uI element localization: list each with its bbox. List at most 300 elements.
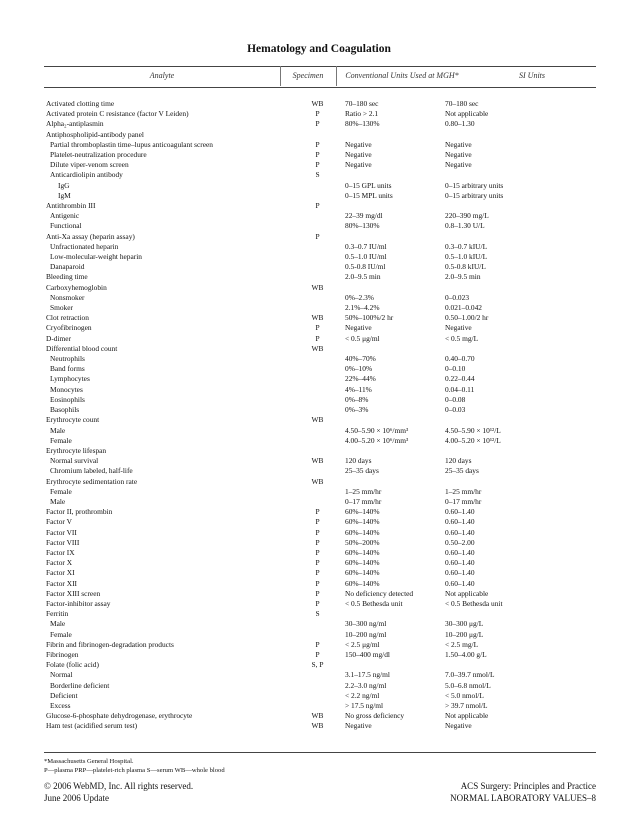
conventional-units-cell: 0–15 MPL units	[345, 190, 393, 200]
analyte-cell: Alpha₂-antiplasmin	[46, 119, 104, 129]
book-title: ACS Surgery: Principles and Practice	[460, 781, 596, 791]
table-row	[46, 160, 605, 170]
table-row	[46, 99, 605, 109]
table-row	[46, 395, 605, 405]
table-row	[46, 242, 605, 252]
specimen-cell: P	[315, 517, 320, 527]
specimen-cell	[290, 191, 345, 201]
analyte-cell: IgG	[58, 180, 70, 190]
analyte-cell: Platelet-neutralization procedure	[50, 150, 147, 160]
conventional-units-cell: 120 days	[345, 456, 372, 466]
conventional-units-cell: 0%–10%	[345, 364, 373, 374]
conventional-units-cell	[345, 660, 445, 670]
specimen-cell: P	[315, 231, 320, 241]
analyte-cell: Factor XIII screen	[46, 588, 101, 598]
si-units-cell: 0.60–1.40	[445, 558, 475, 568]
conventional-units-cell: Negative	[345, 150, 372, 160]
table-row	[46, 374, 605, 384]
si-units-cell: 0.021–0.042	[445, 303, 482, 313]
si-units-cell: 0–15 arbitrary units	[445, 180, 504, 190]
si-units-cell: 2.0–9.5 min	[445, 272, 481, 282]
conventional-units-cell: 0%–3%	[345, 405, 369, 415]
conventional-units-cell: No gross deficiency	[345, 711, 405, 721]
conventional-units-cell	[345, 609, 445, 619]
conventional-units-cell: 0–15 GPL units	[345, 180, 392, 190]
si-units-cell: 1.50–4.00 g/L	[445, 649, 487, 659]
conventional-units-cell: 60%–140%	[345, 527, 380, 537]
si-units-cell: 0.50–2.00	[445, 537, 475, 547]
si-units-cell: < 2.5 mg/L	[445, 639, 479, 649]
specimen-cell	[290, 385, 345, 395]
analyte-cell: Anticardiolipin antibody	[50, 170, 123, 180]
specimen-cell	[290, 701, 345, 711]
si-units-cell: 0.40–0.70	[445, 354, 475, 364]
conventional-units-cell: 2.0–9.5 min	[345, 272, 381, 282]
conventional-units-cell: Negative	[345, 139, 372, 149]
table-row	[46, 650, 605, 660]
table-row	[46, 140, 605, 150]
table-row	[46, 466, 605, 476]
si-units-cell	[445, 283, 605, 293]
analyte-cell: Erythrocyte sedimentation rate	[46, 476, 138, 486]
conventional-units-cell: 150–400 mg/dl	[345, 649, 390, 659]
analyte-cell: Antigenic	[50, 211, 80, 221]
conventional-units-cell: 70–180 sec	[345, 99, 379, 108]
analyte-cell: Female	[50, 486, 72, 496]
copyright: © 2006 WebMD, Inc. All rights reserved.	[44, 781, 194, 791]
analyte-cell: Factor X	[46, 558, 73, 568]
si-units-cell: 0.60–1.40	[445, 578, 475, 588]
conventional-units-cell	[345, 477, 445, 487]
table-row	[46, 364, 605, 374]
conventional-units-cell: 2.2–3.0 ng/ml	[345, 680, 387, 690]
conventional-units-cell: 0.3–0.7 IU/ml	[345, 241, 387, 251]
specimen-cell	[290, 681, 345, 691]
specimen-cell	[290, 691, 345, 701]
specimen-cell: WB	[311, 711, 324, 721]
analyte-cell: Chromium labeled, half-life	[50, 466, 133, 476]
conventional-units-cell: 50%–100%/2 hr	[345, 313, 394, 323]
table-row	[46, 528, 605, 538]
specimen-cell: P	[315, 547, 320, 557]
analyte-cell: Folate (folic acid)	[46, 660, 99, 670]
table-row	[46, 477, 605, 487]
footnote-rule	[44, 752, 596, 753]
si-units-cell	[445, 477, 605, 487]
conventional-units-cell: > 17.5 ng/ml	[345, 700, 384, 710]
si-units-cell: < 5.0 nmol/L	[445, 690, 484, 700]
conventional-units-cell	[345, 201, 445, 211]
specimen-cell: P	[315, 588, 320, 598]
conventional-units-cell: 0–17 mm/hr	[345, 496, 382, 506]
conventional-units-cell: 25–35 days	[345, 466, 379, 476]
table-row	[46, 487, 605, 497]
specimen-cell: P	[315, 649, 320, 659]
specimen-cell: WB	[311, 721, 324, 731]
analyte-cell: Activated protein C resistance (factor V Leiden)	[46, 109, 189, 119]
specimen-cell: P	[315, 568, 320, 578]
specimen-cell	[290, 262, 345, 272]
specimen-cell	[290, 181, 345, 191]
table-row	[46, 181, 605, 191]
si-units-cell: 0–17 mm/hr	[445, 496, 482, 506]
specimen-cell	[290, 630, 345, 640]
conventional-units-cell: < 2.2 ng/ml	[345, 690, 380, 700]
table-row	[46, 303, 605, 313]
specimen-cell	[290, 293, 345, 303]
analyte-cell: Glucose-6-phosphate dehydrogenase, erythrocyte	[46, 711, 193, 721]
analyte-cell: Ferritin	[46, 609, 69, 619]
specimen-cell: P	[315, 527, 320, 537]
specimen-cell	[290, 130, 345, 140]
analyte-cell: Danaparoid	[50, 262, 85, 272]
specimen-cell	[290, 395, 345, 405]
table-row	[46, 579, 605, 589]
si-units-cell	[445, 201, 605, 211]
table-row	[46, 262, 605, 272]
analyte-cell: Activated clotting time	[46, 99, 115, 108]
analyte-cell: Fibrin and fibrinogen-degradation products	[46, 639, 174, 649]
specimen-cell	[290, 446, 345, 456]
table-row	[46, 405, 605, 415]
table-row	[46, 272, 605, 282]
si-units-cell: 0.8–1.30 U/L	[445, 221, 485, 231]
analyte-cell: Monocytes	[50, 384, 83, 394]
specimen-cell: P	[315, 150, 320, 160]
specimen-cell: S, P	[311, 660, 324, 670]
specimen-cell: S	[315, 170, 320, 180]
si-units-cell: 0.60–1.40	[445, 527, 475, 537]
si-units-cell	[445, 170, 605, 180]
table-row	[46, 170, 605, 180]
table-row	[46, 691, 605, 701]
table-row	[46, 721, 605, 731]
si-units-cell: 0.04–0.11	[445, 384, 475, 394]
table-row	[46, 252, 605, 262]
specimen-cell: WB	[311, 415, 324, 425]
analyte-cell: Low-molecular-weight heparin	[50, 252, 142, 262]
analyte-cell: Erythrocyte count	[46, 415, 100, 425]
analyte-cell: Smoker	[50, 303, 73, 313]
table-row	[46, 517, 605, 527]
table-row	[46, 589, 605, 599]
si-units-cell: Not applicable	[445, 711, 489, 721]
specimen-cell	[290, 466, 345, 476]
conventional-units-cell: < 0.5 μg/ml	[345, 333, 380, 343]
analyte-cell: Male	[50, 425, 66, 435]
update-date: June 2006 Update	[44, 793, 109, 803]
si-units-cell	[445, 232, 605, 242]
specimen-cell: WB	[311, 313, 324, 323]
si-units-cell: 4.50–5.90 × 10¹²/L	[445, 425, 501, 435]
specimen-cell: P	[315, 323, 320, 333]
specimen-cell	[290, 221, 345, 231]
si-units-cell: 0.80–1.30	[445, 119, 475, 129]
si-units-cell: 0.60–1.40	[445, 507, 475, 517]
analyte-cell: Female	[50, 435, 72, 445]
specimen-cell: P	[315, 201, 320, 211]
analyte-cell: Normal survival	[50, 456, 99, 466]
conventional-units-cell	[345, 415, 445, 425]
conventional-units-cell: 0%–2.3%	[345, 292, 374, 302]
table-row	[46, 538, 605, 548]
analyte-cell: Normal	[50, 670, 73, 680]
header-conventional-units: Conventional Units Used at MGH*	[345, 71, 459, 80]
table-row	[46, 701, 605, 711]
si-units-cell	[445, 344, 605, 354]
analyte-cell: Female	[50, 629, 72, 639]
conventional-units-cell: 22%–44%	[345, 374, 376, 384]
table-row	[46, 548, 605, 558]
si-units-cell: 0–0.08	[445, 394, 466, 404]
specimen-cell	[290, 252, 345, 262]
analyte-cell: Neutrophils	[50, 354, 85, 364]
analyte-cell: Factor VIII	[46, 537, 80, 547]
conventional-units-cell: 40%–70%	[345, 354, 376, 364]
lab-values-table	[46, 99, 605, 732]
specimen-cell	[290, 436, 345, 446]
specimen-cell: P	[315, 578, 320, 588]
table-row	[46, 323, 605, 333]
conventional-units-cell: 10–200 ng/ml	[345, 629, 387, 639]
analyte-cell: Antithrombin III	[46, 201, 96, 211]
table-row	[46, 599, 605, 609]
specimen-cell	[290, 303, 345, 313]
specimen-cell	[290, 272, 345, 282]
si-units-cell: 0.60–1.40	[445, 517, 475, 527]
specimen-cell	[290, 497, 345, 507]
table-row	[46, 119, 605, 129]
analyte-cell: Factor II, prothrombin	[46, 507, 113, 517]
table-row	[46, 313, 605, 323]
analyte-cell: Factor XI	[46, 568, 75, 578]
table-row	[46, 354, 605, 364]
si-units-cell: Negative	[445, 160, 472, 170]
si-units-cell: Negative	[445, 139, 472, 149]
table-row	[46, 415, 605, 425]
section-label: NORMAL LABORATORY VALUES–8	[450, 793, 596, 803]
specimen-cell	[290, 374, 345, 384]
si-units-cell: 0–0.10	[445, 364, 466, 374]
conventional-units-cell: < 2.5 μg/ml	[345, 639, 380, 649]
table-row	[46, 232, 605, 242]
table-row	[46, 711, 605, 721]
conventional-units-cell	[345, 283, 445, 293]
table-row	[46, 130, 605, 140]
table-row	[46, 497, 605, 507]
si-units-cell: Negative	[445, 721, 472, 731]
analyte-cell: Deficient	[50, 690, 78, 700]
si-units-cell: Negative	[445, 323, 472, 333]
analyte-cell: Differential blood count	[46, 343, 118, 353]
table-row	[46, 109, 605, 119]
conventional-units-cell: No deficiency detected	[345, 588, 414, 598]
analyte-cell: D-dimer	[46, 333, 72, 343]
table-row	[46, 221, 605, 231]
table-header	[44, 66, 596, 88]
header-divider	[280, 66, 281, 86]
si-units-cell: 0.50–1.00/2 hr	[445, 313, 489, 323]
specimen-cell: P	[315, 160, 320, 170]
conventional-units-cell: 60%–140%	[345, 568, 380, 578]
header-si-units: SI Units	[519, 71, 545, 80]
table-row	[46, 670, 605, 680]
specimen-cell: P	[315, 139, 320, 149]
si-units-cell: 220–390 mg/L	[445, 211, 489, 221]
analyte-cell: Functional	[50, 221, 82, 231]
specimen-cell	[290, 426, 345, 436]
table-row	[46, 191, 605, 201]
table-row	[46, 344, 605, 354]
conventional-units-cell: 80%–130%	[345, 119, 380, 129]
si-units-cell: 0–15 arbitrary units	[445, 190, 504, 200]
si-units-cell: 0–0.03	[445, 405, 466, 415]
conventional-units-cell: Negative	[345, 323, 372, 333]
analyte-cell: Bleeding time	[46, 272, 88, 282]
header-divider	[336, 66, 337, 86]
si-units-cell	[445, 660, 605, 670]
conventional-units-cell: 0.5-0.8 IU/ml	[345, 262, 386, 272]
conventional-units-cell: 50%–200%	[345, 537, 380, 547]
specimen-cell: P	[315, 537, 320, 547]
specimen-cell	[290, 487, 345, 497]
table-row	[46, 201, 605, 211]
analyte-cell: Excess	[50, 700, 71, 710]
analyte-cell: Male	[50, 496, 66, 506]
analyte-cell: Basophils	[50, 405, 80, 415]
analyte-cell: Anti-Xa assay (heparin assay)	[46, 231, 135, 241]
si-units-cell: 0.60–1.40	[445, 568, 475, 578]
table-row	[46, 681, 605, 691]
specimen-cell: P	[315, 558, 320, 568]
footnote-mgh: *Massachusetts General Hospital.	[44, 758, 134, 765]
si-units-cell	[445, 446, 605, 456]
table-row	[46, 446, 605, 456]
si-units-cell: 0.60–1.40	[445, 547, 475, 557]
si-units-cell: Negative	[445, 150, 472, 160]
table-row	[46, 211, 605, 221]
analyte-cell: Factor XII	[46, 578, 77, 588]
conventional-units-cell	[345, 344, 445, 354]
analyte-cell: Cryofibrinogen	[46, 323, 92, 333]
analyte-cell: Dilute viper-venom screen	[50, 160, 129, 170]
si-units-cell: 25–35 days	[445, 466, 479, 476]
page-title: Hematology and Coagulation	[247, 43, 391, 55]
analyte-cell: Fibrinogen	[46, 649, 79, 659]
footnote-abbreviations: P—plasma PRP—platelet-rich plasma S—serum WB—whole blood	[44, 767, 225, 774]
conventional-units-cell: 60%–140%	[345, 507, 380, 517]
si-units-cell: 10–200 μg/L	[445, 629, 484, 639]
si-units-cell	[445, 130, 605, 140]
si-units-cell	[445, 609, 605, 619]
specimen-cell: P	[315, 507, 320, 517]
table-row	[46, 385, 605, 395]
conventional-units-cell: 4%–11%	[345, 384, 372, 394]
specimen-cell: S	[315, 609, 320, 619]
conventional-units-cell: 30–300 ng/ml	[345, 619, 387, 629]
conventional-units-cell: 80%–130%	[345, 221, 380, 231]
analyte-cell: Factor IX	[46, 547, 75, 557]
analyte-cell: Partial thromboplastin time–lupus anticoagulant screen	[50, 139, 213, 149]
header-specimen: Specimen	[292, 71, 324, 80]
specimen-cell: WB	[311, 476, 324, 486]
si-units-cell: 1–25 mm/hr	[445, 486, 482, 496]
si-units-cell: 0–0.023	[445, 292, 470, 302]
si-units-cell: > 39.7 nmol/L	[445, 700, 488, 710]
conventional-units-cell	[345, 232, 445, 242]
specimen-cell: WB	[311, 282, 324, 292]
table-row	[46, 660, 605, 670]
specimen-cell: P	[315, 109, 320, 119]
specimen-cell: WB	[311, 343, 324, 353]
specimen-cell	[290, 619, 345, 629]
conventional-units-cell: 2.1%–4.2%	[345, 303, 380, 313]
specimen-cell	[290, 670, 345, 680]
analyte-cell: Factor-inhibitor assay	[46, 598, 111, 608]
si-units-cell: 70–180 sec	[445, 99, 479, 108]
specimen-cell	[290, 405, 345, 415]
specimen-cell	[290, 364, 345, 374]
table-row	[46, 426, 605, 436]
conventional-units-cell: Negative	[345, 721, 372, 731]
analyte-cell: Clot retraction	[46, 313, 89, 323]
conventional-units-cell: < 0.5 Bethesda unit	[345, 598, 403, 608]
table-row	[46, 558, 605, 568]
table-row	[46, 293, 605, 303]
conventional-units-cell: 0.5–1.0 IU/ml	[345, 252, 387, 262]
analyte-cell: Unfractionated heparin	[50, 241, 119, 251]
analyte-cell: Eosinophils	[50, 394, 85, 404]
conventional-units-cell: 3.1–17.5 ng/ml	[345, 670, 390, 680]
table-row	[46, 619, 605, 629]
conventional-units-cell	[345, 446, 445, 456]
specimen-cell: WB	[311, 99, 324, 108]
header-analyte: Analyte	[149, 71, 175, 80]
specimen-cell: P	[315, 598, 320, 608]
si-units-cell: 7.0–39.7 nmol/L	[445, 670, 495, 680]
analyte-cell: Erythrocyte lifespan	[46, 445, 107, 455]
conventional-units-cell: 60%–140%	[345, 578, 380, 588]
conventional-units-cell: 60%–140%	[345, 558, 380, 568]
conventional-units-cell: 60%–140%	[345, 517, 380, 527]
table-row	[46, 334, 605, 344]
si-units-cell: Not applicable	[445, 588, 489, 598]
conventional-units-cell: 60%–140%	[345, 547, 380, 557]
si-units-cell: 0.22–0.44	[445, 374, 475, 384]
si-units-cell: 0.5-0.8 kIU/L	[445, 262, 486, 272]
table-row	[46, 609, 605, 619]
table-row	[46, 630, 605, 640]
si-units-cell: 0.5–1.0 kIU/L	[445, 252, 488, 262]
si-units-cell	[445, 415, 605, 425]
analyte-cell: Nonsmoker	[50, 292, 85, 302]
specimen-cell	[290, 242, 345, 252]
table-row	[46, 456, 605, 466]
analyte-cell: Factor V	[46, 517, 72, 527]
specimen-cell	[290, 211, 345, 221]
specimen-cell: P	[315, 639, 320, 649]
conventional-units-cell: 22–39 mg/dl	[345, 211, 383, 221]
analyte-cell: Antiphospholipid-antibody panel	[46, 129, 144, 139]
analyte-cell: Ham test (acidified serum test)	[46, 721, 138, 731]
conventional-units-cell: 1–25 mm/hr	[345, 486, 382, 496]
analyte-cell: Factor VII	[46, 527, 77, 537]
analyte-cell: Borderline deficient	[50, 680, 110, 690]
specimen-cell: WB	[311, 456, 324, 466]
specimen-cell	[290, 354, 345, 364]
si-units-cell: 120 days	[445, 456, 472, 466]
table-row	[46, 507, 605, 517]
